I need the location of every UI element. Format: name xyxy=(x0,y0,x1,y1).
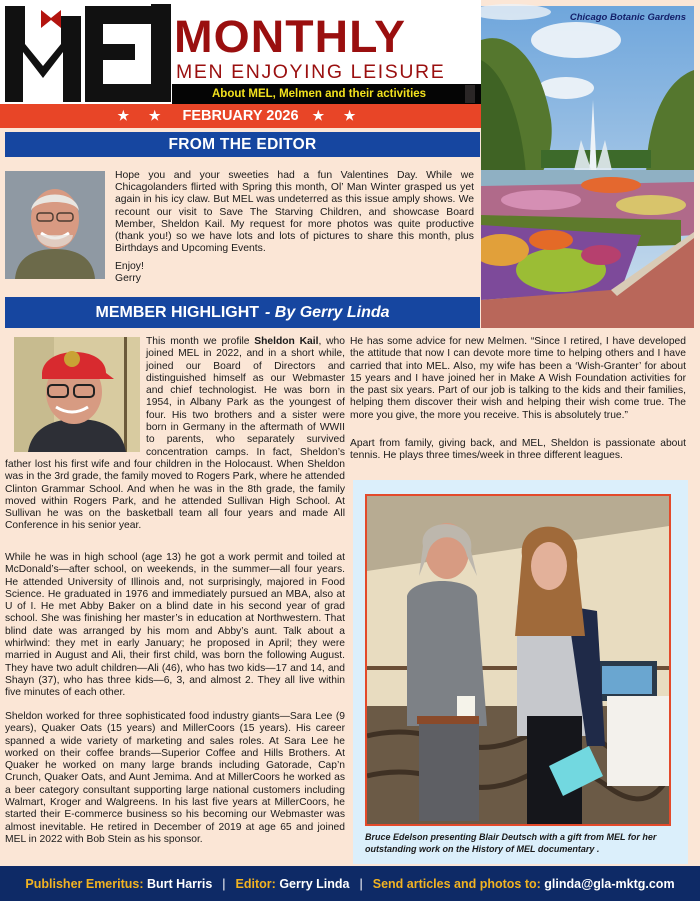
masthead xyxy=(0,0,481,124)
profile-paragraph-1: This month we profile Sheldon Kail, who joined MEL in 2022, and in a short while, joined our Board of Directors and distinguished himself as our Webmaster and chief technologist. He was born in 1954, in Albany Park as the youngest of four. His two brothers and a sister were born in Germany in the aftermath of WWII to parents, who separately survived concentration camps. In fact, Sheldon’s father lost his first wife and four children in the Holocaust. When Sheldon was in the 3rd grade, the family moved to Rogers Park, where he attended Clinton Grammar School. And when he was in the 8th grade, the family moved within Rogers Park, and he attended Sullivan High School. At Sullivan he was on the basketball team all four years and made All Conference in his senior year. xyxy=(5,336,345,532)
editor-letter: Hope you and your sweeties had a fun Valentines Day. While we Chicagolanders flirted with Spring this month, Ol’ Man Winter grasped us yet again in his icy claw. But MEL was undeterred as this issue amply shows. We recount our visit to Save The Starving Children, and showcase Board Member, Sheldon Kail. My request for more photos was quite productive (thank you!) so we have lots and lots of pictures to share this month, plus Birthdays and Upcoming Events. xyxy=(115,170,474,255)
newsletter-tagline: MEN ENJOYING LEISURE xyxy=(176,61,446,83)
hero-caption: Chicago Botanic Gardens xyxy=(569,12,686,23)
event-photo-caption: Bruce Edelson presenting Blair Deutsch with a gift from MEL for her outstanding work on the History of MEL documentary . xyxy=(365,832,657,854)
editor-photo xyxy=(5,171,105,279)
byline: - By Gerry Linda xyxy=(265,303,390,321)
profile-paragraph-5: Apart from family, giving back, and MEL, Sheldon is passionate about tennis. He plays three times/week in three different leagues. xyxy=(350,438,686,462)
subtitle-bar xyxy=(172,84,481,105)
event-photo-panel xyxy=(353,480,688,864)
stars-icon: ★ ★ xyxy=(312,108,364,123)
garden-image xyxy=(481,0,700,330)
editor-signoff xyxy=(115,261,144,286)
signoff-text: Enjoy! xyxy=(115,261,144,272)
member-name: Sheldon Kail xyxy=(254,336,319,347)
profile-paragraph-4: He has some advice for new Melmen. “Since I retired, I have developed the attitude that now I can devote more time to helping others and I have carried that into MEL. Also, my wife has been a ‘Wish-Granter’ for about 15 years and I have joined her in Make A Wish Foundation activities for the past six years. Part of our job is talking to the kids and their families, helping them discover their wish and helping their wish come true. The more you give, the more you receive. This is absolutely true.” xyxy=(350,336,686,421)
contact-email-link[interactable]: glinda@gla-mktg.com xyxy=(544,876,675,891)
hero-photo xyxy=(481,0,700,330)
decorative-block xyxy=(465,85,475,103)
contact-label: Send articles and photos to: xyxy=(372,876,541,891)
issue-date: FEBRUARY 2026 xyxy=(182,108,299,124)
footer-separator: | xyxy=(222,876,226,891)
footer-separator: | xyxy=(359,876,363,891)
bowtie-icon xyxy=(41,10,61,28)
publisher-name: Burt Harris xyxy=(147,876,213,891)
editor-name: Gerry Linda xyxy=(279,876,350,891)
stars-icon: ★ ★ xyxy=(117,108,169,123)
newsletter-title: MONTHLY xyxy=(174,11,407,62)
newsletter-subtitle: About MEL, Melmen and their activities xyxy=(212,88,427,100)
mel-logo xyxy=(5,4,173,102)
section-title: MEMBER HIGHLIGHT xyxy=(95,303,260,321)
editor-section-heading: FROM THE EDITOR xyxy=(5,132,480,157)
member-highlight-heading xyxy=(5,297,480,328)
event-photo xyxy=(365,494,671,826)
publisher-label: Publisher Emeritus: xyxy=(25,876,144,891)
profile-paragraph-3: Sheldon worked for three sophisticated food industry giants—Sara Lee (9 years), Quaker Oats (15 years) and MillerCoors (15 years). His career spanned a wide variety of marketing and sales roles. At Sara Lee he worked on their coffee brands—Superior Coffee and Hills Brothers. At Quaker he worked on many large brands including Gatorade, Cap’n Crunch, Quaker Oats, and Aunt Jemima. And at MillerCoors he worked as a beer category consultant supporting large national customers including Walmart, Kroger and Walgreens. In his last five years at MillerCoors, he started their E-commerce business so his becoming our Webmaster was almost inevitable. He retired in December of 2019 at age 65 and joined MEL in 2022 with Bob Stein as his sponsor. xyxy=(5,711,345,845)
profile-paragraph-2: While he was in high school (age 13) he got a work permit and toiled at McDonald’s—after school, on weekends, in the summer—all four years. He attended University of Illinois and, not surprisingly, majored in Food Science. He graduated in 1976 and immediately pursued an MBA, also at U of I. He met Abby Baker on a blind date in his second year of grad school. She was finishing her master’s in education at Northwestern. That blind date was arranged by his mom and Abby’s aunt. Talk about a whirlwind: they met in early January; he proposed in April; they were married in August and Ali, their first child, was born the following August. They have two adult children—Ali (46), who has two kids—17 and 14, and Shayn (37), who has three kids—6, 3, and almost 2. They all live within five minutes of each other. xyxy=(5,552,345,699)
footer xyxy=(0,866,700,901)
signature: Gerry xyxy=(115,273,141,285)
editor-label: Editor: xyxy=(235,876,276,891)
issue-date-bar xyxy=(0,104,481,128)
